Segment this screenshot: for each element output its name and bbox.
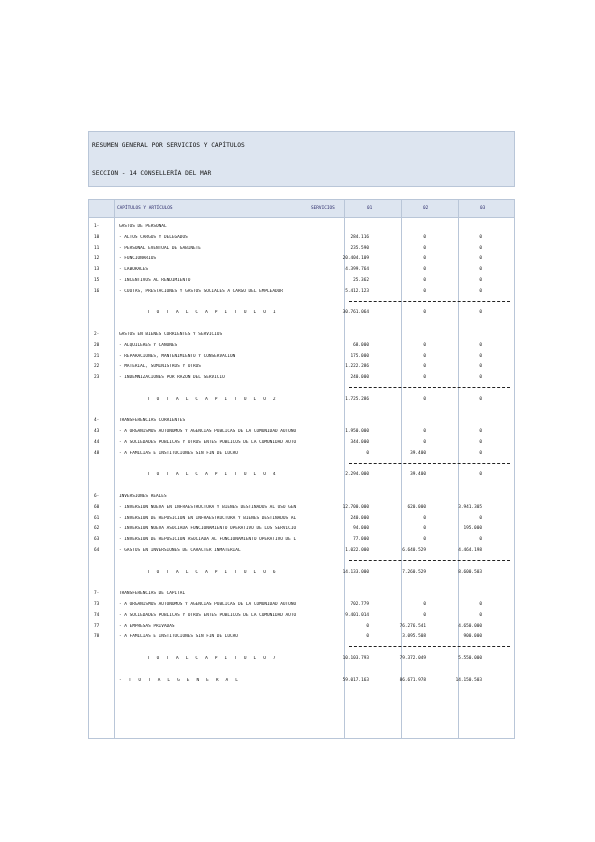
value-01: 1.222.286 xyxy=(345,364,369,370)
table-row xyxy=(89,221,514,232)
value-03: 0 xyxy=(479,342,482,348)
row-description: T O T A L C A P Í T U L O 2 xyxy=(147,396,278,402)
value-03: 0 xyxy=(479,440,482,445)
subtotal-separator xyxy=(349,387,510,388)
row-description: - MATERIAL, SUMINISTROS Y OTROS xyxy=(119,364,201,370)
value-01: 2.294.000 xyxy=(345,472,369,478)
table-row xyxy=(89,437,514,448)
chapter-total-row xyxy=(89,307,514,318)
value-02: 6.640.529 xyxy=(402,548,426,553)
report-title: RESUMEN GENERAL POR SERVICIOS Y CAPÍTULOS xyxy=(92,142,245,149)
value-02: 0 xyxy=(423,278,426,283)
value-02: 0 xyxy=(423,429,426,435)
row-code: 43 xyxy=(94,429,100,435)
row-description: - INVERSIÓN NUEVA ASOCIADA FUNCIONAMIENTO OPERATIVO DE LOS SERVICIO xyxy=(119,526,297,532)
budget-table xyxy=(88,199,515,739)
row-description: - REPARACIONES, MANTENIMIENTO Y CONSERVACIÓN xyxy=(119,353,236,359)
row-code: 6- xyxy=(94,494,100,499)
value-01: 235.590 xyxy=(350,245,369,251)
row-code: 1- xyxy=(94,224,100,229)
table-row xyxy=(89,243,514,254)
table-row xyxy=(89,426,514,437)
value-01: 1.725.286 xyxy=(345,396,369,402)
header-services: SERVICIOS xyxy=(311,206,335,211)
header-03: 03 xyxy=(480,206,486,211)
value-02: 0 xyxy=(423,245,426,251)
section-title: SECCION - 14 CONSELLERÍA DEL MAR xyxy=(92,170,212,177)
value-03: 3.941.305 xyxy=(458,504,482,510)
row-description: - A EMPRESAS PRIVADAS xyxy=(119,623,175,629)
table-row xyxy=(89,610,514,621)
value-02: 0 xyxy=(423,526,426,532)
row-description: - INCENTIVOS AL RENDIMIENTO xyxy=(119,278,191,283)
table-row xyxy=(89,642,514,653)
table-row xyxy=(89,286,514,297)
value-01: 0 xyxy=(366,634,369,640)
value-02: 0 xyxy=(423,288,426,294)
row-description: - PERSONAL EVENTUAL DE GABINETE xyxy=(119,245,201,251)
table-row xyxy=(89,297,514,308)
table-row xyxy=(89,383,514,394)
value-01: 14.133.000 xyxy=(342,569,369,575)
subtotal-separator xyxy=(349,560,510,561)
table-row xyxy=(89,588,514,599)
value-02: 39.400 xyxy=(410,472,426,478)
row-description: - A ORGANISMOS AUTÓNOMOS Y AGENCIAS PÚBLICAS DE LA COMUNIDAD AUTÓNO xyxy=(119,429,297,435)
value-02: 76.276.541 xyxy=(399,623,426,629)
report-header xyxy=(88,131,515,187)
value-02: 0 xyxy=(423,234,426,240)
value-03: 0 xyxy=(479,353,482,359)
table-row xyxy=(89,329,514,340)
row-code: 74 xyxy=(94,612,100,618)
value-01: 175.000 xyxy=(350,353,369,359)
value-03: 0 xyxy=(479,602,482,607)
row-description: - GASTOS EN INVERSIONES DE CARÁCTER INMATERIAL xyxy=(119,548,241,553)
value-03: 0 xyxy=(479,515,482,521)
row-code: 22 xyxy=(94,364,100,370)
row-description: - FUNCIONARIOS xyxy=(119,256,157,262)
row-code: 10 xyxy=(94,234,100,240)
row-description: - A SOCIEDADES PÚBLICAS Y OTROS ENTES PÚBLICOS DE LA COMUNIDAD AUTÓ xyxy=(119,440,297,445)
value-02: 0 xyxy=(423,537,426,543)
value-01: 240.000 xyxy=(350,515,369,521)
value-01: 20.404.109 xyxy=(342,256,369,262)
value-03: 0 xyxy=(479,310,482,316)
table-row xyxy=(89,523,514,534)
value-03: 0 xyxy=(479,537,482,543)
table-row xyxy=(89,621,514,632)
chapter-total-row xyxy=(89,653,514,664)
row-code: 4- xyxy=(94,418,100,424)
value-03: 5.550.000 xyxy=(458,656,482,661)
row-code: 73 xyxy=(94,602,100,607)
value-02: 0 xyxy=(423,353,426,359)
value-01: 94.000 xyxy=(353,526,369,532)
value-03: 0 xyxy=(479,278,482,283)
table-row xyxy=(89,415,514,426)
table-row xyxy=(89,459,514,470)
row-description: TRANSFERENCIAS DE CAPITAL xyxy=(119,591,186,597)
row-code: 21 xyxy=(94,353,100,359)
row-description: - A ORGANISMOS AUTÓNOMOS Y AGENCIAS PÚBLICAS DE LA COMUNIDAD AUTÓNO xyxy=(119,602,297,607)
table-row xyxy=(89,372,514,383)
header-01: 01 xyxy=(367,206,373,211)
value-03: 4.464.198 xyxy=(458,548,482,553)
value-03: 0 xyxy=(479,429,482,435)
row-code: 23 xyxy=(94,375,100,381)
table-row xyxy=(89,275,514,286)
row-code: 48 xyxy=(94,450,100,456)
row-code: 20 xyxy=(94,342,100,348)
value-03: 0 xyxy=(479,450,482,456)
row-code: 61 xyxy=(94,515,100,521)
value-02: 0 xyxy=(423,364,426,370)
row-description: - A FAMILIAS E INSTITUCIONES SIN FIN DE LUCRO xyxy=(119,634,238,640)
row-description: TRANSFERENCIAS CORRIENTES xyxy=(119,418,186,424)
row-description: - A SOCIEDADES PÚBLICAS Y OTROS ENTES PÚBLICOS DE LA COMUNIDAD AUTÓ xyxy=(119,612,297,618)
value-01: 240.000 xyxy=(350,375,369,381)
table-row xyxy=(89,491,514,502)
row-code: 13 xyxy=(94,267,100,273)
value-02: 79.372.049 xyxy=(399,656,426,661)
table-row xyxy=(89,318,514,329)
value-02: 0 xyxy=(423,375,426,381)
value-02: 39.400 xyxy=(410,450,426,456)
row-description: - INVERSIÓN DE REPOSICIÓN EN INFRAESTRUCTURA Y BIENES DESTINADOS AL xyxy=(119,515,297,521)
header-02: 02 xyxy=(423,206,429,211)
row-description: - ALQUILERES Y CÁNONES xyxy=(119,342,178,348)
grand-total-row xyxy=(89,675,514,686)
table-row xyxy=(89,599,514,610)
table-header xyxy=(89,200,514,218)
value-01: 68.000 xyxy=(353,342,369,348)
value-01: 0 xyxy=(366,623,369,629)
value-01: 0 xyxy=(366,450,369,456)
table-row xyxy=(89,264,514,275)
value-02: 620.000 xyxy=(407,504,426,510)
table-row xyxy=(89,232,514,243)
row-code: 15 xyxy=(94,278,100,283)
row-description: - CUOTAS, PRESTACIONES Y GASTOS SOCIALES A CARGO DEL EMPLEADOR xyxy=(119,288,283,294)
row-description: - INVERSIÓN DE REPOSICIÓN ASOCIADA AL FUNCIONAMIENTO OPERATIVO DE L xyxy=(119,537,297,543)
row-description: GASTOS DE PERSONAL xyxy=(119,224,167,229)
value-01: 59.017.163 xyxy=(342,677,369,683)
value-01: 9.401.014 xyxy=(345,612,369,618)
value-03: 0 xyxy=(479,234,482,240)
table-row xyxy=(89,577,514,588)
row-description: T O T A L C A P Í T U L O 4 xyxy=(147,472,278,478)
table-row xyxy=(89,340,514,351)
value-02: 0 xyxy=(423,440,426,445)
subtotal-separator xyxy=(349,463,510,464)
value-01: 12.700.000 xyxy=(342,504,369,510)
table-row xyxy=(89,405,514,416)
value-02: 0 xyxy=(423,267,426,273)
value-01: 25.362 xyxy=(353,278,369,283)
value-02: 86.671.978 xyxy=(399,677,426,683)
row-description: - ALTOS CARGOS Y DELEGADOS xyxy=(119,234,188,240)
table-row xyxy=(89,534,514,545)
chapter-total-row xyxy=(89,394,514,405)
value-02: 0 xyxy=(423,310,426,316)
value-01: 1.950.000 xyxy=(345,429,369,435)
table-row xyxy=(89,631,514,642)
value-03: 4.650.000 xyxy=(458,623,482,629)
row-description: - INVERSIÓN NUEVA EN INFRAESTRUCTURA Y BIENES DESTINADOS AL USO GEN xyxy=(119,504,297,510)
table-row xyxy=(89,351,514,362)
value-02: 0 xyxy=(423,396,426,402)
row-code: 2- xyxy=(94,332,100,337)
value-01: 77.000 xyxy=(353,537,369,543)
value-03: 14.150.503 xyxy=(455,677,482,683)
table-row xyxy=(89,253,514,264)
value-03: 8.600.503 xyxy=(458,569,482,575)
row-code: 62 xyxy=(94,526,100,532)
row-description: - T O T A L G E N E R A L xyxy=(119,677,241,683)
value-02: 0 xyxy=(423,602,426,607)
row-code: 63 xyxy=(94,537,100,543)
row-code: 64 xyxy=(94,548,100,553)
value-02: 0 xyxy=(423,342,426,348)
value-02: 0 xyxy=(423,256,426,262)
row-description: T O T A L C A P Í T U L O 1 xyxy=(147,310,278,316)
row-code: 16 xyxy=(94,288,100,294)
value-01: 702.779 xyxy=(350,602,369,607)
row-description: GASTOS EN BIENES CORRIENTES Y SERVICIOS xyxy=(119,332,223,337)
value-02: 0 xyxy=(423,515,426,521)
value-01: 1.022.000 xyxy=(345,548,369,553)
row-code: 12 xyxy=(94,256,100,262)
row-description: - INDEMNIZACIONES POR RAZÓN DEL SERVICIO xyxy=(119,375,225,381)
table-row xyxy=(89,545,514,556)
row-code: 77 xyxy=(94,623,100,629)
value-02: 0 xyxy=(423,612,426,618)
value-03: 0 xyxy=(479,256,482,262)
table-row xyxy=(89,480,514,491)
value-03: 900.000 xyxy=(463,634,482,640)
subtotal-separator xyxy=(349,301,510,302)
subtotal-separator xyxy=(349,646,510,647)
row-code: 78 xyxy=(94,634,100,640)
value-03: 0 xyxy=(479,245,482,251)
value-03: 0 xyxy=(479,472,482,478)
value-01: 5.412.123 xyxy=(345,288,369,294)
table-row xyxy=(89,502,514,513)
value-03: 0 xyxy=(479,612,482,618)
value-01: 284.116 xyxy=(350,234,369,240)
row-description: - LABORALES xyxy=(119,267,149,273)
row-code: 44 xyxy=(94,440,100,445)
value-01: 344.000 xyxy=(350,440,369,445)
value-02: 7.260.529 xyxy=(402,569,426,575)
table-row xyxy=(89,664,514,675)
table-row xyxy=(89,361,514,372)
header-articles: CAPÍTULOS Y ARTÍCULOS xyxy=(117,206,173,211)
row-code: 7- xyxy=(94,591,100,597)
table-row xyxy=(89,448,514,459)
value-03: 195.000 xyxy=(463,526,482,532)
row-description: - A FAMILIAS E INSTITUCIONES SIN FIN DE LUCRO xyxy=(119,450,238,456)
value-01: 10.103.793 xyxy=(342,656,369,661)
row-description: T O T A L C A P Í T U L O 7 xyxy=(147,656,278,661)
row-description: T O T A L C A P Í T U L O 6 xyxy=(147,569,278,575)
value-01: 30.761.064 xyxy=(342,310,369,316)
value-03: 0 xyxy=(479,288,482,294)
value-03: 0 xyxy=(479,267,482,273)
chapter-total-row xyxy=(89,567,514,578)
row-code: 11 xyxy=(94,245,100,251)
row-code: 60 xyxy=(94,504,100,510)
value-03: 0 xyxy=(479,364,482,370)
value-03: 0 xyxy=(479,396,482,402)
table-row xyxy=(89,556,514,567)
row-description: INVERSIONES REALES xyxy=(119,494,167,499)
value-03: 0 xyxy=(479,375,482,381)
chapter-total-row xyxy=(89,469,514,480)
table-row xyxy=(89,513,514,524)
value-02: 3.095.508 xyxy=(402,634,426,640)
value-01: 4.399.764 xyxy=(345,267,369,273)
